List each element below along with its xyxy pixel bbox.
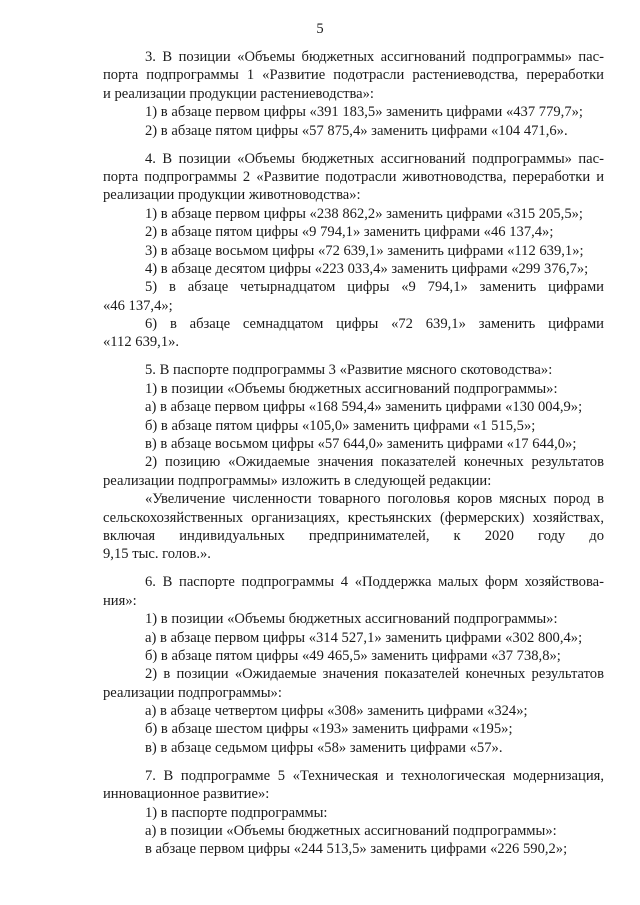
section-7-line-3: 1) в паспорте подпрограммы:: [145, 804, 328, 821]
section-5-line-10: включая индивидуальных предпринимателей, к 2020 году до: [103, 527, 604, 544]
section-6-line-5: б) в абзаце пятом цифры «49 465,5» заменить цифрами «37 738,8»;: [145, 647, 561, 664]
section-4-line-11: «112 639,1».: [103, 334, 180, 351]
section-7-line-5: в абзаце первом цифры «244 513,5» заменить цифрами «226 590,2»;: [145, 841, 568, 858]
section-3-line-1: 3. В позиции «Объемы бюджетных ассигнований подпрограммы» пас-: [145, 49, 604, 65]
section-5-line-1: 5. В паспорте подпрограммы 3 «Развитие мясного скотоводства»:: [145, 362, 553, 379]
section-3-line-4: 1) в абзаце первом цифры «391 183,5» заменить цифрами «437 779,7»;: [145, 104, 583, 121]
paragraph-gap: [103, 757, 604, 767]
paragraph-gap: [103, 352, 604, 362]
section-4-line-5: 2) в абзаце пятом цифры «9 794,1» заменить цифрами «46 137,4»;: [145, 224, 554, 241]
section-5-line-8: «Увеличение численности товарного поголовья коров мясных пород в: [145, 491, 604, 508]
section-4-line-7: 4) в абзаце десятом цифры «223 033,4» заменить цифрами «299 376,7»;: [145, 260, 589, 277]
section-7-line-2: инновационное развитие»:: [103, 786, 270, 803]
section-7: [103, 767, 604, 859]
section-6-line-6: 2) в позиции «Ожидаемые значения показателей конечных результатов: [145, 666, 604, 683]
section-3: [103, 48, 604, 140]
section-7-line-1: 7. В подпрограмме 5 «Техническая и технологическая модернизация,: [145, 767, 604, 784]
paragraph-gap: [103, 564, 604, 574]
paragraph-gap: [103, 140, 604, 150]
section-6-line-9: б) в абзаце шестом цифры «193» заменить цифрами «195»;: [145, 721, 513, 738]
section-4-line-1: 4. В позиции «Объемы бюджетных ассигнований подпрограммы» пас-: [145, 150, 604, 167]
section-6-line-4: а) в абзаце первом цифры «314 527,1» заменить цифрами «302 800,4»;: [145, 629, 583, 646]
section-3-line-3: и реализации продукции растениеводства»:: [103, 85, 374, 102]
section-5: [103, 361, 604, 563]
section-4-line-2: порта подпрограммы 2 «Развитие подотрасли животноводства, переработки и: [103, 168, 604, 185]
section-5-line-6: 2) позицию «Ожидаемые значения показателей конечных результатов: [145, 454, 604, 471]
section-4-line-4: 1) в абзаце первом цифры «238 862,2» заменить цифрами «315 205,5»;: [145, 205, 583, 222]
section-5-line-3: а) в абзаце первом цифры «168 594,4» заменить цифрами «130 004,9»;: [145, 399, 583, 416]
section-5-line-11: 9,15 тыс. голов.».: [103, 546, 211, 563]
section-4-line-6: 3) в абзаце восьмом цифры «72 639,1» заменить цифрами «112 639,1»;: [145, 242, 584, 259]
section-5-line-5: в) в абзаце восьмом цифры «57 644,0» заменить цифрами «17 644,0»;: [145, 436, 577, 452]
section-6-line-7: реализации подпрограммы»:: [103, 684, 282, 701]
section-6-line-3: 1) в позиции «Объемы бюджетных ассигнований подпрограммы»:: [145, 611, 558, 628]
section-3-line-2: порта подпрограммы 1 «Развитие подотрасли растениеводства, переработки: [103, 67, 604, 84]
section-4-line-9: «46 137,4»;: [103, 297, 173, 314]
section-5-line-2: 1) в позиции «Объемы бюджетных ассигнований подпрограммы»:: [145, 380, 558, 397]
section-5-line-4: б) в абзаце пятом цифры «105,0» заменить цифрами «1 515,5»;: [145, 417, 536, 434]
section-6-line-1: 6. В паспорте подпрограммы 4 «Поддержка малых форм хозяйствова-: [145, 574, 604, 591]
section-6-line-2: ния»:: [103, 592, 137, 609]
section-5-line-9: сельскохозяйственных организациях, крестьянских (фермерских) хозяйствах,: [103, 509, 604, 526]
section-6-line-10: в) в абзаце седьмом цифры «58» заменить цифрами «57».: [145, 739, 503, 756]
page-number: 5: [316, 21, 324, 37]
section-4-line-10: 6) в абзаце семнадцатом цифры «72 639,1» заменить цифрами: [145, 316, 604, 333]
document-body: [103, 48, 604, 859]
section-7-line-4: а) в позиции «Объемы бюджетных ассигнований подпрограммы»:: [145, 823, 557, 839]
section-5-line-7: реализации подпрограммы» изложить в следующей редакции:: [103, 472, 492, 489]
section-4: [103, 150, 604, 352]
section-4-line-3: реализации продукции животноводства»:: [103, 187, 361, 204]
section-3-line-5: 2) в абзаце пятом цифры «57 875,4» заменить цифрами «104 471,6».: [145, 122, 568, 139]
section-6-line-8: а) в абзаце четвертом цифры «308» заменить цифрами «324»;: [145, 703, 528, 720]
section-6: [103, 573, 604, 757]
section-4-line-8: 5) в абзаце четырнадцатом цифры «9 794,1» заменить цифрами: [145, 279, 604, 296]
